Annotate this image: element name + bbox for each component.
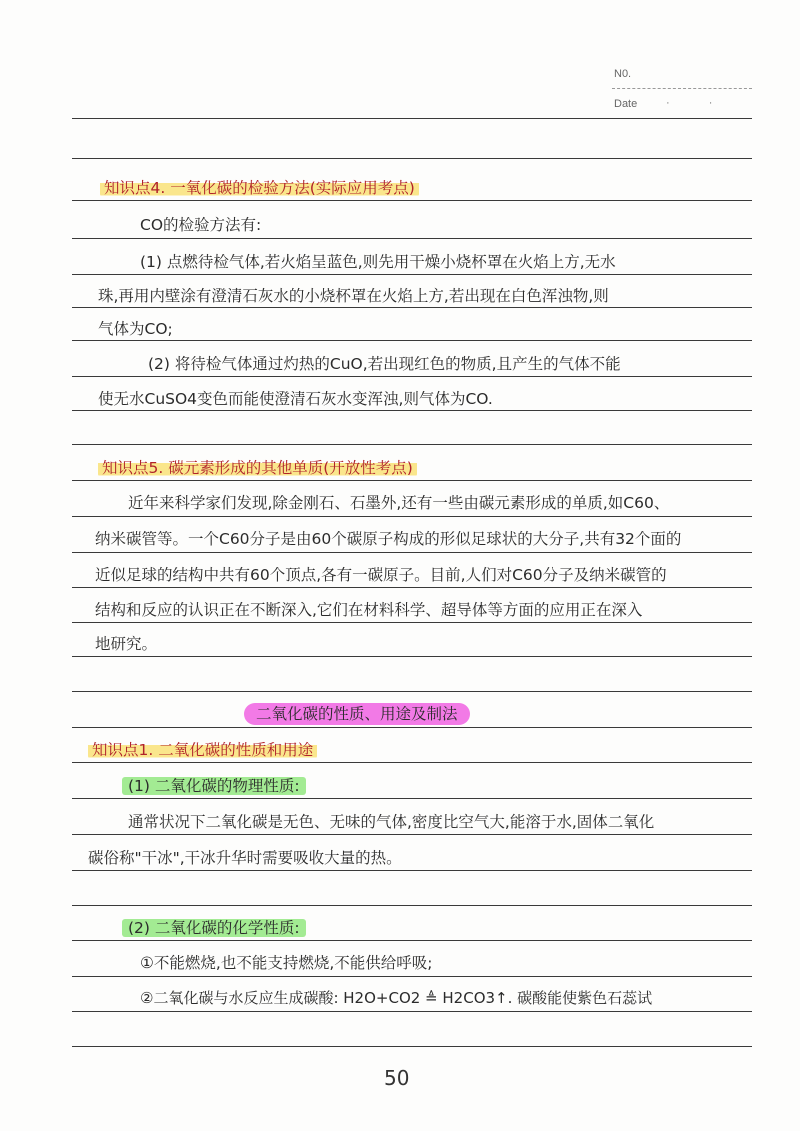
heading-text: 知识点5. 碳元素形成的其他单质(开放性考点) (98, 459, 417, 477)
ruled-line (72, 410, 752, 411)
ruled-line (72, 940, 752, 941)
subheading-physical-properties (122, 776, 306, 796)
text-line: CO的检验方法有: (140, 216, 262, 234)
ruled-line (72, 870, 752, 871)
heading-knowledge-point-1 (88, 740, 317, 760)
ruled-line (72, 118, 752, 119)
ruled-line (72, 976, 752, 977)
ruled-line (72, 691, 752, 692)
ruled-line (72, 444, 752, 445)
ruled-line (72, 1046, 752, 1047)
text-line: 珠,再用内壁涂有澄清石灰水的小烧杯罩在火焰上方,若出现在白色浑浊物,则 (98, 287, 609, 305)
ruled-line (72, 656, 752, 657)
heading-knowledge-point-5 (98, 458, 417, 478)
text-line: ①不能燃烧,也不能支持燃烧,不能供给呼吸; (140, 954, 433, 972)
ruled-line (72, 307, 752, 308)
ruled-line (72, 552, 752, 553)
text-line: 碳俗称"干冰",干冰升华时需要吸收大量的热。 (88, 849, 402, 867)
ruled-line (72, 340, 752, 341)
text-line: 近似足球的结构中共有60个顶点,各有一碳原子。目前,人们对C60分子及纳米碳管的 (95, 566, 667, 584)
text-line: 结构和反应的认识正在不断深入,它们在材料科学、超导体等方面的应用正在深入 (95, 601, 643, 619)
text-line: 地研究。 (95, 635, 158, 653)
text-line: (2) 将待检气体通过灼热的CuO,若出现红色的物质,且产生的气体不能 (148, 355, 621, 373)
text-line: 气体为CO; (98, 320, 173, 338)
header-dashed-rule (612, 88, 752, 89)
ruled-line (72, 274, 752, 275)
ruled-line (72, 727, 752, 728)
ruled-line (72, 587, 752, 588)
text-line: 近年来科学家们发现,除金刚石、石墨外,还有一些由碳元素形成的单质,如C60、 (128, 494, 670, 512)
text-line: 使无水CuSO4变色而能使澄清石灰水变浑浊,则气体为CO. (98, 390, 493, 408)
ruled-line (72, 238, 752, 239)
no-label: N0. (614, 68, 632, 80)
ruled-line (72, 376, 752, 377)
text-line: 通常状况下二氧化碳是无色、无味的气体,密度比空气大,能溶于水,固体二氧化 (128, 813, 655, 831)
text-line: (1) 点燃待检气体,若火焰呈蓝色,则先用干燥小烧杯罩在火焰上方,无水 (140, 253, 616, 271)
heading-knowledge-point-4 (100, 178, 419, 198)
subheading-text: (2) 二氧化碳的化学性质: (122, 919, 306, 937)
ruled-line (72, 200, 752, 201)
ruled-line (72, 834, 752, 835)
ruled-line (72, 762, 752, 763)
section-title-text: 二氧化碳的性质、用途及制法 (244, 703, 470, 725)
date-dots: · · (666, 97, 731, 109)
ruled-line (72, 158, 752, 159)
subheading-chemical-properties (122, 918, 306, 938)
ruled-line (72, 798, 752, 799)
ruled-line (72, 480, 752, 481)
ruled-line (72, 516, 752, 517)
ruled-line (72, 905, 752, 906)
heading-text: 知识点4. 一氧化碳的检验方法(实际应用考点) (100, 179, 419, 197)
section-title (244, 704, 470, 724)
heading-text: 知识点1. 二氧化碳的性质和用途 (88, 741, 317, 759)
date-label: Date (614, 98, 638, 110)
text-line: 纳米碳管等。一个C60分子是由60个碳原子构成的形似足球状的大分子,共有32个面的 (95, 530, 682, 548)
ruled-line (72, 622, 752, 623)
ruled-line (72, 1011, 752, 1012)
page-number: 50 (384, 1066, 410, 1090)
subheading-text: (1) 二氧化碳的物理性质: (122, 777, 306, 795)
text-line: ②二氧化碳与水反应生成碳酸: H2O+CO2 ≜ H2CO3↑. 碳酸能使紫色石蕊试 (140, 989, 653, 1007)
